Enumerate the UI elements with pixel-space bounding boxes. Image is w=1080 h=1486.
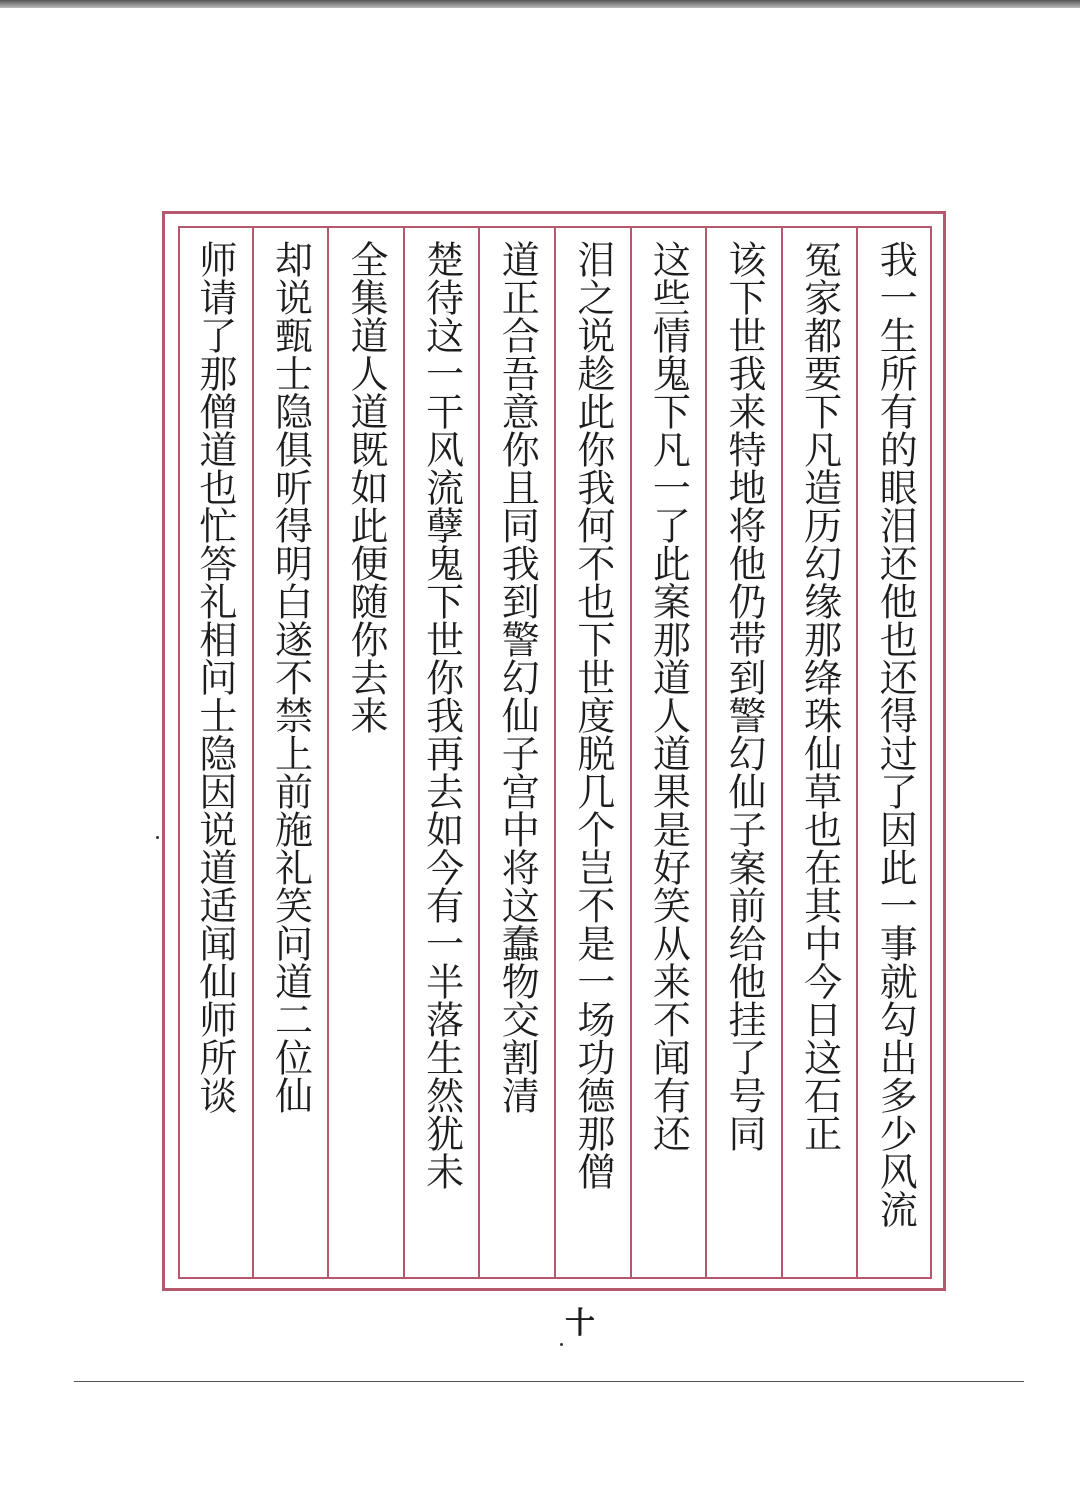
column-3 <box>705 226 781 1279</box>
manuscript-columns <box>178 226 932 1279</box>
column-text: 泪之说趁此你我何不也下世度脱几个岂不是一场功德那僧 <box>570 240 615 1190</box>
page-number: 十 <box>565 1306 595 1341</box>
column-1 <box>856 226 932 1279</box>
column-10 <box>178 226 252 1279</box>
column-text: 却说甄士隐俱听得明白遂不禁上前施礼笑问道二位仙 <box>268 240 313 1114</box>
scan-edge <box>0 0 1080 8</box>
column-text: 冤家都要下凡造历幻缘那绛珠仙草也在其中今日这石正 <box>797 240 842 1152</box>
column-7 <box>403 226 479 1279</box>
column-text: 这些情鬼下凡一了此案那道人道果是好笑从来不闻有还 <box>646 240 691 1152</box>
footer-rule <box>74 1381 1024 1382</box>
column-text: 楚待这一干风流孽鬼下世你我再去如今有一半落生然犹未 <box>419 240 464 1190</box>
column-4 <box>630 226 706 1279</box>
column-2 <box>781 226 857 1279</box>
column-9 <box>252 226 328 1279</box>
column-5 <box>554 226 630 1279</box>
scan-speck <box>560 1343 563 1346</box>
column-text: 全集道人道既如此便随你去来 <box>344 240 389 734</box>
column-text: 我一生所有的眼泪还他也还得过了因此一事就勾出多少风流 <box>873 240 918 1228</box>
column-text: 道正合吾意你且同我到警幻仙子宫中将这蠢物交割清 <box>495 240 540 1114</box>
column-text: 该下世我来特地将他仍带到警幻仙子案前给他挂了号同 <box>722 240 767 1152</box>
column-text: 师请了那僧道也忙答礼相问士隐因说道适闻仙师所谈 <box>192 240 237 1114</box>
column-6 <box>478 226 554 1279</box>
scan-speck <box>156 836 159 839</box>
column-8 <box>327 226 403 1279</box>
